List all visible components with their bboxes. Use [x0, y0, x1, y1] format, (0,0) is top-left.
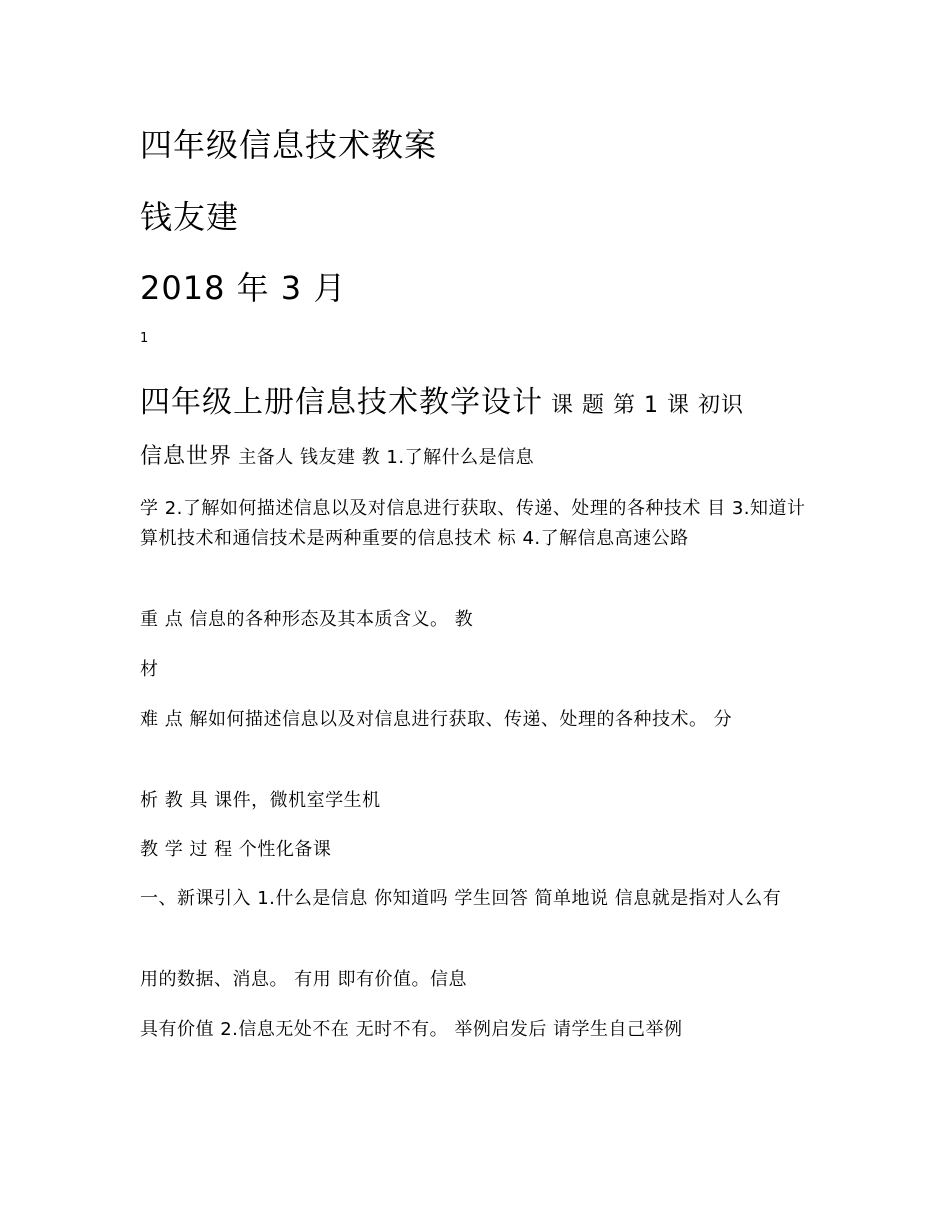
page-number: 1 [140, 331, 149, 346]
lesson-preparer-goal-1: 主备人 钱友建 教 1.了解什么是信息 [232, 447, 535, 468]
lesson-goals: 学 2.了解如何描述信息以及对信息进行获取、传递、处理的各种技术 目 3.知道计算机技术和通信技术是两种重要的信息技术 标 4.了解信息高速公路 [140, 498, 806, 549]
lesson-tools: 析 教 具 课件，微机室学生机 [140, 790, 381, 811]
lesson-intro: 一、新课引入 1.什么是信息 你知道吗 学生回答 简单地说 信息就是指对人么有 [140, 888, 782, 909]
lesson-key-points: 重 点 信息的各种形态及其本质含义。 教 [140, 609, 474, 630]
lesson-value-example: 具有价值 2.信息无处不在 无时不有。 举例启发后 请学生自己举例 [140, 1019, 683, 1040]
lesson-heading: 四年级上册信息技术教学设计 [140, 385, 543, 420]
author-name: 钱友建 [140, 198, 240, 236]
lesson-difficulty: 难 点 解如何描述信息以及对信息进行获取、传递、处理的各种技术。 分 [140, 709, 733, 730]
lesson-material-label: 材 [140, 659, 159, 680]
lesson-subtitle-line [140, 442, 815, 473]
lesson-topic-name: 信息世界 [140, 444, 233, 469]
lesson-useful-data: 用的数据、消息。 有用 即有价值。信息 [140, 969, 467, 990]
lesson-process-header: 教 学 过 程 个性化备课 [140, 839, 332, 860]
lesson-topic-label: 课 题 第 1 课 初识 [543, 393, 744, 418]
lesson-heading-line [140, 382, 815, 428]
document-date: 2018 年 3 月 [140, 269, 347, 307]
document-title: 四年级信息技术教案 [140, 126, 438, 164]
